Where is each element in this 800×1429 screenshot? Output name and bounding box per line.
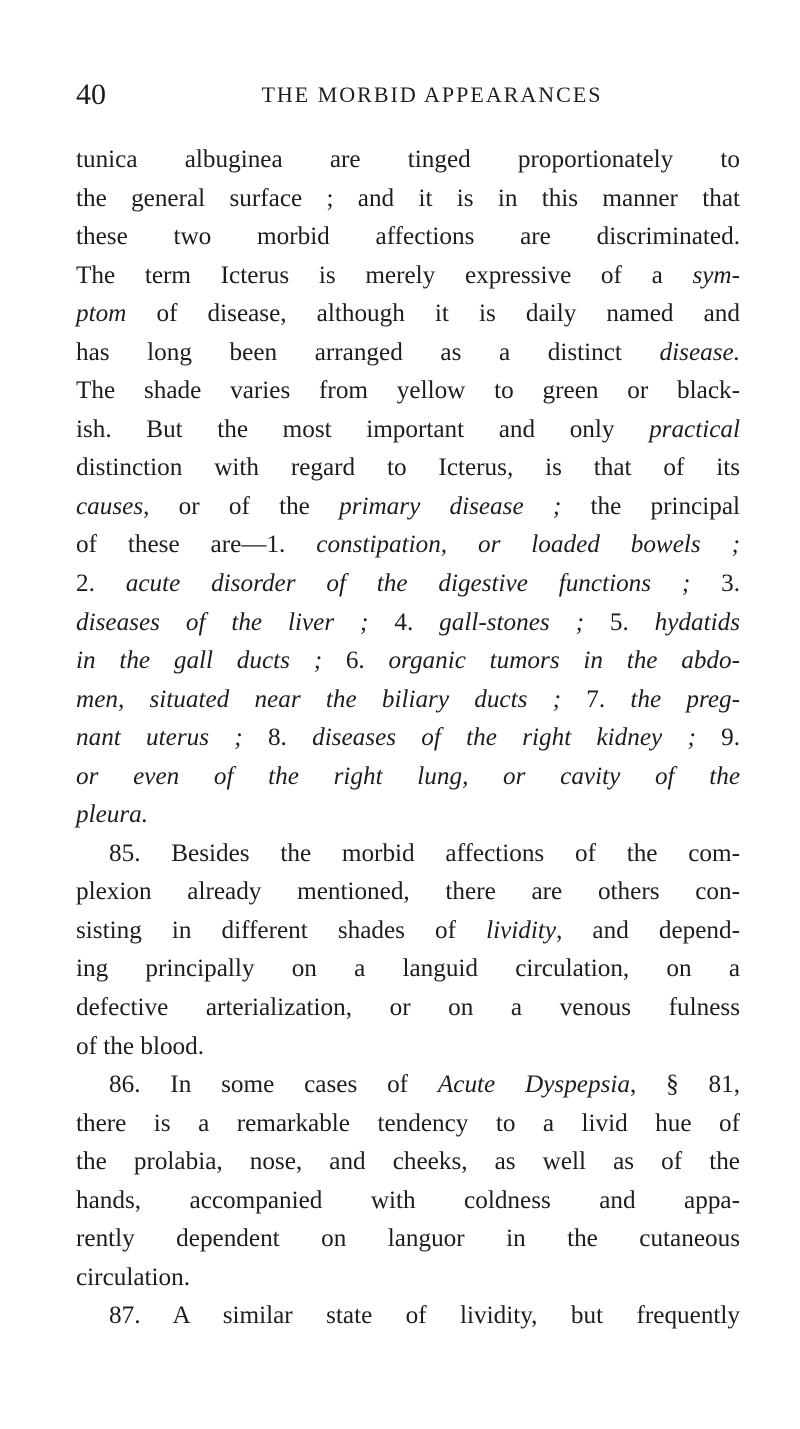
text-line [76,1143,740,1182]
italic-text: nant uterus ; [76,724,243,752]
text-segment: The shade varies from yellow to green or black- [76,377,740,405]
text-line [76,873,740,912]
text-line [76,1182,740,1221]
text-segment: 3. [690,570,740,598]
text-segment: 4. [368,608,440,636]
text-line [76,180,740,219]
text-line [76,372,740,411]
text-segment: these two morbid affections are discriminated. [76,223,740,251]
text-segment: the principal [561,492,740,520]
italic-text: or even of the right lung, or cavity of the [76,762,740,790]
italic-text: men, situated near the biliary ducts ; [76,685,562,713]
text-segment: 86. In some cases of [109,1071,438,1099]
text-line [76,796,740,835]
italic-text: Acute Dyspepsia [437,1071,630,1099]
text-line [76,411,740,450]
italic-text: disease. [659,338,740,366]
text-segment: 8. [242,724,313,752]
text-line [76,141,740,180]
italic-text: organic tumors in the abdo- [388,647,740,675]
text-segment: , or of the [143,492,340,520]
text-segment: ing principally on a languid circulation, on a [76,955,740,983]
text-segment: 9. [695,724,740,752]
italic-text: diseases of the liver ; [76,608,369,636]
text-line [76,642,740,681]
text-line [76,835,740,874]
italic-text: constipation, or loaded bowels ; [316,531,740,559]
text-line [76,449,740,488]
italic-text: acute disorder of the digestive functions ; [125,570,691,598]
text-line [76,681,740,720]
text-segment: rently dependent on languor in the cutaneous [76,1225,740,1253]
text-line [76,334,740,373]
body-text [76,141,740,1336]
text-line [76,1259,740,1298]
italic-text: lividity [486,916,557,944]
text-segment: there is a remarkable tendency to a livid hue of [76,1109,740,1137]
text-line [76,565,740,604]
text-segment: 2. [76,570,126,598]
text-segment: , § 81, [629,1071,740,1099]
text-line [76,218,740,257]
italic-text: hydatids [654,608,741,636]
text-segment: 85. Besides the morbid affections of the com- [109,839,740,867]
text-segment: The term Icterus is merely expressive of a [76,261,693,289]
text-line [76,719,740,758]
text-segment: distinction with regard to Icterus, is that of its [76,454,740,482]
italic-text: ptom [76,300,127,328]
text-line [76,1066,740,1105]
text-segment: , and depend- [556,916,740,944]
text-segment: of these are—1. [76,531,317,559]
text-line [76,604,740,643]
text-line [76,912,740,951]
text-line [76,1105,740,1144]
running-title: THE MORBID APPEARANCES [261,82,603,107]
italic-text: sym- [692,261,740,289]
text-segment: 5. [583,608,655,636]
text-line [76,488,740,527]
italic-text: practical [649,415,740,443]
italic-text: diseases of the right kidney ; [312,724,696,752]
text-line [76,758,740,797]
italic-text: gall-stones ; [439,608,584,636]
text-line [76,526,740,565]
text-line [76,989,740,1028]
italic-text: causes [76,492,144,520]
italic-text: pleura. [76,801,149,829]
text-line [76,1297,740,1336]
text-segment: of disease, although it is daily named and [126,300,740,328]
text-segment: of the blood. [76,1032,205,1060]
text-line [76,1028,740,1067]
italic-text: the preg- [630,685,740,713]
text-segment: 6. [322,647,389,675]
page-number: 40 [76,78,106,111]
text-segment: defective arterialization, or on a venous fulness [76,994,740,1022]
text-segment: 87. A similar state of lividity, but frequently [109,1302,740,1330]
text-segment: hands, accompanied with coldness and appa- [76,1186,740,1214]
text-segment: has long been arranged as a distinct [76,338,660,366]
text-line [76,1220,740,1259]
italic-text: in the gall ducts ; [76,647,323,675]
text-line [76,257,740,296]
page-header [76,75,748,115]
text-line [76,950,740,989]
text-segment: tunica albuginea are tinged proportionately to [76,146,740,173]
text-line [76,295,740,334]
text-segment: the prolabia, nose, and cheeks, as well as of the [76,1148,740,1176]
text-segment: 7. [561,685,631,713]
italic-text: primary disease ; [339,492,562,520]
text-segment: ish. But the most important and only [76,415,650,443]
text-segment: the general surface ; and it is in this manner that [76,184,740,212]
text-segment: plexion already mentioned, there are others con- [76,878,740,906]
text-segment: sisting in different shades of [76,916,487,944]
text-segment: circulation. [76,1263,190,1291]
